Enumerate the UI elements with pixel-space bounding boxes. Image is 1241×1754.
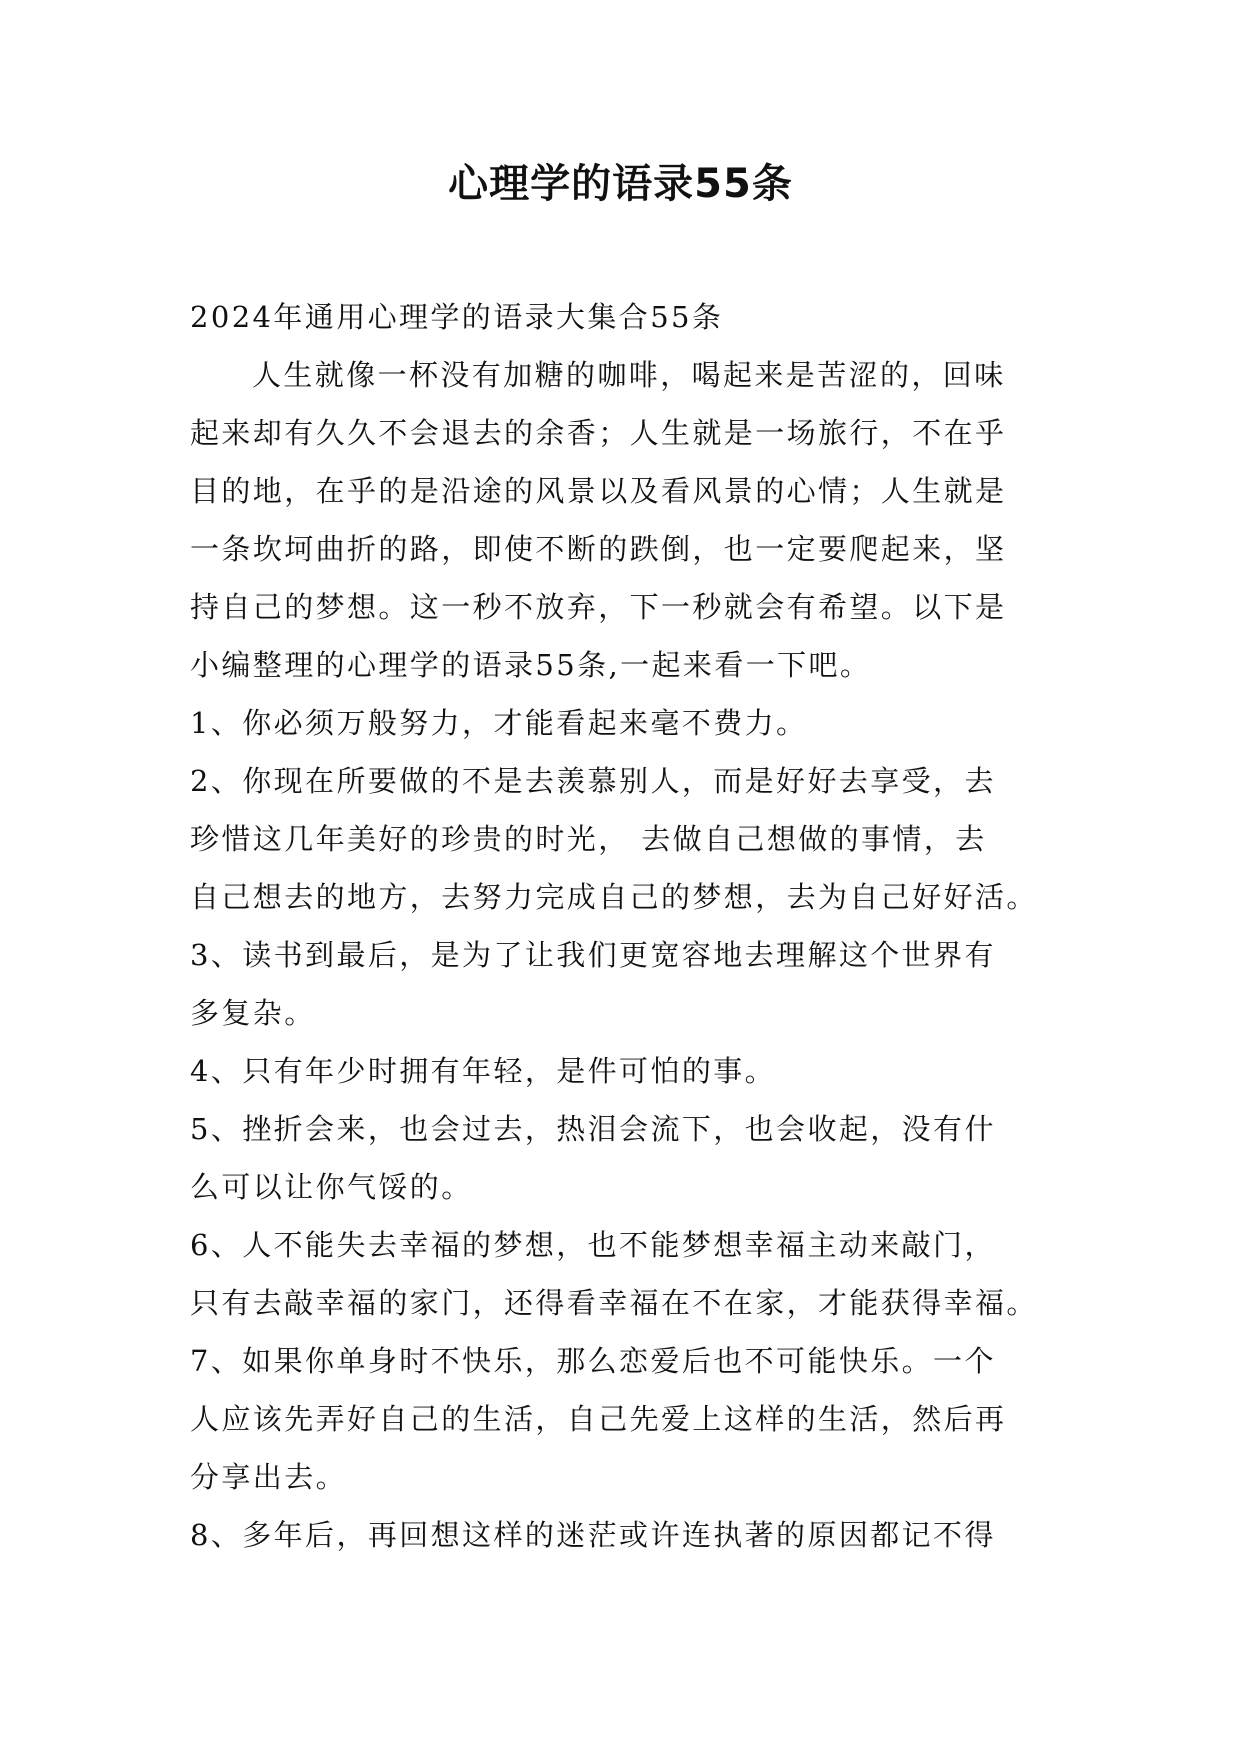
quote-item-5-line: 5、挫折会来，也会过去，热泪会流下，也会收起，没有什 bbox=[190, 1112, 996, 1146]
quote-item-7-line: 人应该先弄好自己的生活，自己先爱上这样的生活，然后再 bbox=[190, 1402, 1007, 1436]
document-subtitle: 2024年通用心理学的语录大集合55条 bbox=[190, 300, 724, 334]
quote-item-3-line: 3、读书到最后，是为了让我们更宽容地去理解这个世界有 bbox=[190, 938, 996, 972]
quote-item-7-line: 7、如果你单身时不快乐，那么恋爱后也不可能快乐。一个 bbox=[190, 1344, 996, 1378]
intro-line: 持自己的梦想。这一秒不放弃，下一秒就会有希望。以下是 bbox=[190, 590, 1007, 624]
intro-line: 一条坎坷曲折的路，即使不断的跌倒，也一定要爬起来，坚 bbox=[190, 532, 1007, 566]
quote-item-2-line: 2、你现在所要做的不是去羡慕别人，而是好好去享受，去 bbox=[190, 764, 996, 798]
quote-item-2-line: 珍惜这几年美好的珍贵的时光， 去做自己想做的事情，去 bbox=[190, 822, 987, 856]
quote-item-1-line: 1、你必须万般努力，才能看起来毫不费力。 bbox=[190, 706, 808, 740]
intro-line: 小编整理的心理学的语录55条,一起来看一下吧。 bbox=[190, 648, 872, 682]
quote-item-6-line: 只有去敲幸福的家门，还得看幸福在不在家，才能获得幸福。 bbox=[190, 1286, 1038, 1320]
intro-line: 人生就像一杯没有加糖的咖啡，喝起来是苦涩的，回味 bbox=[252, 358, 1006, 392]
document-title: 心理学的语录55条 bbox=[448, 161, 793, 207]
quote-item-3-line: 多复杂。 bbox=[190, 996, 316, 1030]
quote-item-8-line: 8、多年后，再回想这样的迷茫或许连执著的原因都记不得 bbox=[190, 1518, 996, 1552]
intro-line: 目的地，在乎的是沿途的风景以及看风景的心情；人生就是 bbox=[190, 474, 1007, 508]
intro-line: 起来却有久久不会退去的余香；人生就是一场旅行，不在乎 bbox=[190, 416, 1007, 450]
quote-item-5-line: 么可以让你气馁的。 bbox=[190, 1170, 473, 1204]
quote-item-7-line: 分享出去。 bbox=[190, 1460, 348, 1494]
document-body bbox=[190, 288, 1065, 1564]
quote-item-6-line: 6、人不能失去幸福的梦想，也不能梦想幸福主动来敲门， bbox=[190, 1228, 996, 1262]
quote-item-2-line: 自己想去的地方，去努力完成自己的梦想，去为自己好好活。 bbox=[190, 880, 1038, 914]
quote-item-4-line: 4、只有年少时拥有年轻，是件可怕的事。 bbox=[190, 1054, 777, 1088]
